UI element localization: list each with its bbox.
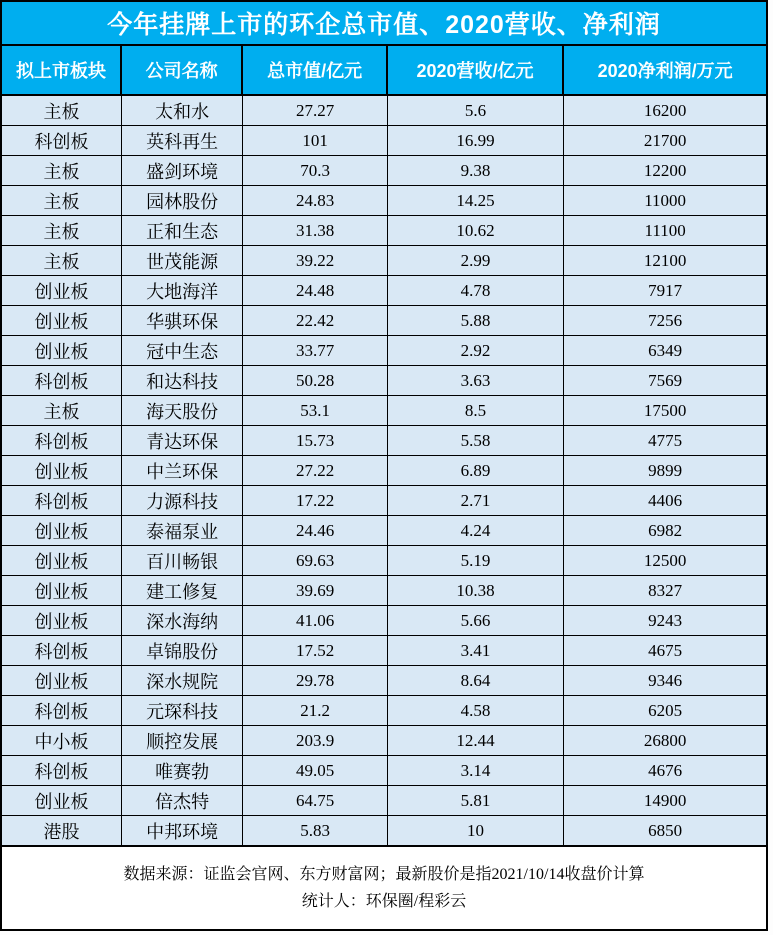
- cell-company: 太和水: [122, 96, 243, 125]
- cell-company: 和达科技: [122, 366, 243, 395]
- table-row: [2, 186, 766, 216]
- cell-revenue-2020: 16.99: [388, 126, 564, 155]
- cell-company: 世茂能源: [122, 246, 243, 275]
- cell-board: 科创板: [2, 636, 122, 665]
- cell-net-profit-2020: 9346: [648, 670, 683, 690]
- cell-board: 创业板: [2, 456, 122, 485]
- table-row: [2, 756, 766, 786]
- cell-board: 科创板: [2, 486, 122, 515]
- cell-company: 冠中生态: [122, 336, 243, 365]
- cell-market-cap: 27.27: [243, 96, 387, 125]
- cell-company: 泰福泵业: [122, 516, 243, 545]
- cell-revenue-2020: 3.14: [388, 756, 564, 785]
- cell-board: 创业板: [2, 786, 122, 815]
- cell-market-cap: 17.22: [243, 486, 387, 515]
- cell-board: 创业板: [2, 666, 122, 695]
- table-row: [2, 306, 766, 336]
- cell-revenue-2020: 5.58: [388, 426, 564, 455]
- cell-board: 主板: [2, 396, 122, 425]
- cell-company: 华骐环保: [122, 306, 243, 335]
- cell-market-cap: 70.3: [243, 156, 387, 185]
- cell-net-profit-2020: 11000: [644, 190, 687, 210]
- table-row: [2, 216, 766, 246]
- table-row: [2, 636, 766, 666]
- cell-board: 科创板: [2, 366, 122, 395]
- table-header-row: [2, 46, 766, 96]
- cell-company: 百川畅银: [122, 546, 243, 575]
- cell-market-cap: 53.1: [243, 396, 387, 425]
- cell-company: 正和生态: [122, 216, 243, 245]
- cell-market-cap: 31.38: [243, 216, 387, 245]
- table-title: 今年挂牌上市的环企总市值、2020营收、净利润: [2, 2, 766, 46]
- cell-net-profit-2020: 21700: [643, 130, 687, 150]
- table-row: [2, 546, 766, 576]
- table-row: [2, 126, 766, 156]
- cell-revenue-2020: 2.92: [388, 336, 564, 365]
- cell-net-profit-2020: 17500: [643, 400, 687, 420]
- cell-company: 海天股份: [122, 396, 243, 425]
- cell-company: 青达环保: [122, 426, 243, 455]
- cell-net-profit-2020: 7569: [648, 370, 683, 390]
- cell-market-cap: 203.9: [243, 726, 387, 755]
- cell-board: 创业板: [2, 276, 122, 305]
- cell-revenue-2020: 8.5: [388, 396, 564, 425]
- cell-market-cap: 101: [243, 126, 387, 155]
- cell-market-cap: 64.75: [243, 786, 387, 815]
- cell-board: 主板: [2, 96, 122, 125]
- table-row: [2, 246, 766, 276]
- cell-board: 创业板: [2, 516, 122, 545]
- table-footer: [2, 845, 766, 929]
- cell-company: 中兰环保: [122, 456, 243, 485]
- cell-market-cap: 24.48: [243, 276, 387, 305]
- cell-revenue-2020: 5.19: [388, 546, 564, 575]
- cell-company: 园林股份: [122, 186, 243, 215]
- cell-market-cap: 15.73: [243, 426, 387, 455]
- cell-revenue-2020: 2.71: [388, 486, 564, 515]
- cell-revenue-2020: 10: [388, 816, 564, 845]
- cell-market-cap: 39.69: [243, 576, 387, 605]
- cell-revenue-2020: 10.38: [388, 576, 564, 605]
- cell-market-cap: 41.06: [243, 606, 387, 635]
- cell-net-profit-2020: 12100: [643, 250, 687, 270]
- cell-revenue-2020: 6.89: [388, 456, 564, 485]
- cell-board: 主板: [2, 246, 122, 275]
- cell-company: 大地海洋: [122, 276, 243, 305]
- cell-board: 科创板: [2, 426, 122, 455]
- table-row: [2, 426, 766, 456]
- cell-net-profit-2020: 6205: [648, 700, 683, 720]
- cell-net-profit-2020: 6982: [648, 520, 683, 540]
- table-row: [2, 456, 766, 486]
- cell-net-profit-2020: 12500: [643, 550, 687, 570]
- table-row: [2, 96, 766, 126]
- cell-board: 主板: [2, 216, 122, 245]
- cell-revenue-2020: 3.63: [388, 366, 564, 395]
- cell-market-cap: 24.83: [243, 186, 387, 215]
- column-header-market-cap: 总市值/亿元: [243, 46, 387, 94]
- cell-net-profit-2020: 4676: [648, 760, 683, 780]
- cell-company: 顺控发展: [122, 726, 243, 755]
- table-row: [2, 486, 766, 516]
- column-header-net-profit-2020: 2020净利润/万元: [597, 61, 733, 81]
- column-header-company: 公司名称: [122, 46, 243, 94]
- cell-market-cap: 49.05: [243, 756, 387, 785]
- cell-net-profit-2020: 8327: [648, 580, 683, 600]
- cell-revenue-2020: 5.66: [388, 606, 564, 635]
- cell-revenue-2020: 12.44: [388, 726, 564, 755]
- cell-company: 建工修复: [122, 576, 243, 605]
- table-row: [2, 336, 766, 366]
- cell-net-profit-2020: 6349: [648, 340, 683, 360]
- cell-board: 创业板: [2, 606, 122, 635]
- cell-revenue-2020: 4.78: [388, 276, 564, 305]
- table-row: [2, 786, 766, 816]
- table-body: [2, 96, 766, 845]
- cell-company: 唯赛勃: [122, 756, 243, 785]
- cell-company: 英科再生: [122, 126, 243, 155]
- cell-market-cap: 50.28: [243, 366, 387, 395]
- cell-net-profit-2020: 4406: [648, 490, 683, 510]
- table-row: [2, 696, 766, 726]
- cell-net-profit-2020: 11100: [644, 220, 686, 240]
- table-row: [2, 666, 766, 696]
- cell-board: 科创板: [2, 126, 122, 155]
- cell-board: 科创板: [2, 696, 122, 725]
- cell-market-cap: 17.52: [243, 636, 387, 665]
- table-row: [2, 816, 766, 845]
- cell-board: 创业板: [2, 546, 122, 575]
- table-row: [2, 276, 766, 306]
- cell-market-cap: 39.22: [243, 246, 387, 275]
- footer-author: 统计人：环保圈/程彩云: [301, 893, 467, 910]
- cell-revenue-2020: 14.25: [388, 186, 564, 215]
- cell-revenue-2020: 3.41: [388, 636, 564, 665]
- column-header-revenue-2020: 2020营收/亿元: [388, 46, 564, 94]
- cell-revenue-2020: 10.62: [388, 216, 564, 245]
- cell-company: 深水规院: [122, 666, 243, 695]
- cell-net-profit-2020: 7917: [648, 280, 683, 300]
- cell-net-profit-2020: 7256: [648, 310, 683, 330]
- cell-market-cap: 22.42: [243, 306, 387, 335]
- cell-revenue-2020: 2.99: [388, 246, 564, 275]
- table-row: [2, 156, 766, 186]
- cell-company: 卓锦股份: [122, 636, 243, 665]
- cell-revenue-2020: 8.64: [388, 666, 564, 695]
- cell-net-profit-2020: 26800: [643, 730, 687, 750]
- cell-board: 科创板: [2, 756, 122, 785]
- cell-market-cap: 27.22: [243, 456, 387, 485]
- cell-net-profit-2020: 4675: [648, 640, 683, 660]
- cell-board: 主板: [2, 186, 122, 215]
- cell-board: 中小板: [2, 726, 122, 755]
- cell-market-cap: 21.2: [243, 696, 387, 725]
- cell-company: 元琛科技: [122, 696, 243, 725]
- cell-board: 创业板: [2, 306, 122, 335]
- cell-net-profit-2020: 16200: [643, 100, 687, 120]
- cell-company: 力源科技: [122, 486, 243, 515]
- cell-market-cap: 24.46: [243, 516, 387, 545]
- cell-company: 中邦环境: [122, 816, 243, 845]
- cell-market-cap: 33.77: [243, 336, 387, 365]
- cell-net-profit-2020: 14900: [643, 790, 687, 810]
- cell-market-cap: 29.78: [243, 666, 387, 695]
- cell-revenue-2020: 4.24: [388, 516, 564, 545]
- table-row: [2, 396, 766, 426]
- cell-market-cap: 5.83: [243, 816, 387, 845]
- cell-market-cap: 69.63: [243, 546, 387, 575]
- cell-board: 创业板: [2, 576, 122, 605]
- cell-net-profit-2020: 6850: [648, 820, 683, 840]
- cell-revenue-2020: 5.6: [388, 96, 564, 125]
- cell-revenue-2020: 4.58: [388, 696, 564, 725]
- cell-net-profit-2020: 9243: [648, 610, 683, 630]
- cell-net-profit-2020: 12200: [643, 160, 687, 180]
- cell-revenue-2020: 5.81: [388, 786, 564, 815]
- table-row: [2, 606, 766, 636]
- cell-board: 创业板: [2, 336, 122, 365]
- cell-revenue-2020: 5.88: [388, 306, 564, 335]
- cell-company: 深水海纳: [122, 606, 243, 635]
- cell-company: 倍杰特: [122, 786, 243, 815]
- table-row: [2, 516, 766, 546]
- column-header-board: 拟上市板块: [2, 46, 122, 94]
- table-row: [2, 726, 766, 756]
- cell-board: 主板: [2, 156, 122, 185]
- table-row: [2, 366, 766, 396]
- cell-net-profit-2020: 4775: [648, 430, 683, 450]
- footer-data-source: 数据来源：证监会官网、东方财富网；最新股价是指2021/10/14收盘价计算: [123, 866, 645, 883]
- cell-revenue-2020: 9.38: [388, 156, 564, 185]
- cell-board: 港股: [2, 816, 122, 845]
- table-row: [2, 576, 766, 606]
- cell-net-profit-2020: 9899: [648, 460, 683, 480]
- cell-company: 盛剑环境: [122, 156, 243, 185]
